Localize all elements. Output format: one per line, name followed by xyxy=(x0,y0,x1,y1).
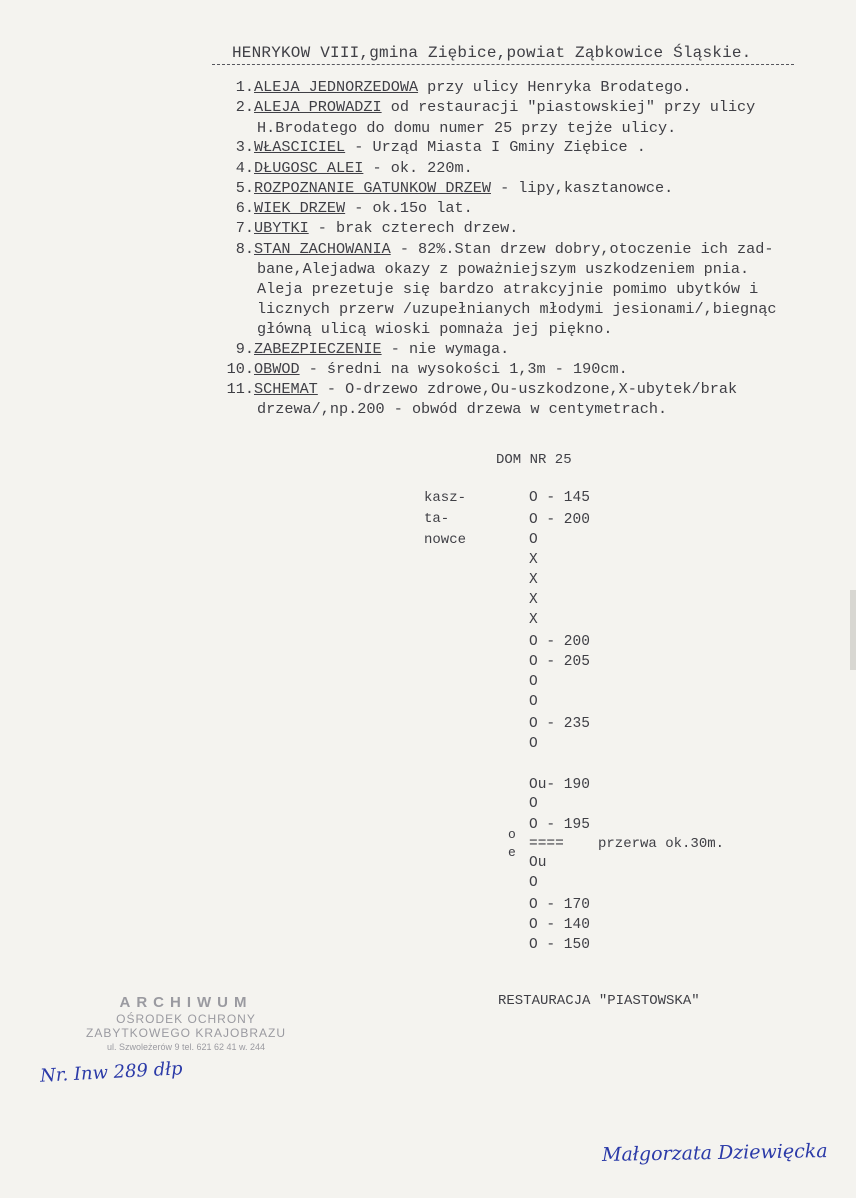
tree-row: O - 200 xyxy=(529,634,590,650)
tree-row: X xyxy=(529,572,538,588)
species-label-line-2: ta- xyxy=(424,511,450,527)
archive-stamp xyxy=(76,994,296,1052)
tree-row: O xyxy=(529,674,538,690)
item-2: 2.ALEJA PROWADZI od restauracji "piastowskiej" przy ulicy xyxy=(235,98,756,116)
item-8-continuation-1: bane,Alejadwa okazy z poważniejszym uszkodzeniem pnia. xyxy=(257,260,750,278)
item-8-continuation-4: główną ulicą wioski pomnaża jej piękno. xyxy=(257,320,613,338)
tree-row: Ou- 190 xyxy=(529,777,590,793)
tree-row: X xyxy=(529,592,538,608)
item-9: 9.ZABEZPIECZENIE - nie wymaga. xyxy=(235,340,510,358)
item-11: 11.SCHEMAT - O-drzewo zdrowe,Ou-uszkodzone,X-ubytek/brak xyxy=(226,380,738,398)
tree-row: O xyxy=(529,694,538,710)
schema-bottom-label: RESTAURACJA "PIASTOWSKA" xyxy=(498,993,700,1009)
tree-row: O - 200 xyxy=(529,512,590,528)
stamp-line-2: OŚRODEK OCHRONY xyxy=(116,1012,256,1026)
item-1: 1.ALEJA JEDNORZEDOWA przy ulicy Henryka Brodatego. xyxy=(235,78,692,96)
gap-separator: ==== xyxy=(529,836,564,852)
stamp-line-1: ARCHIWUM xyxy=(119,994,253,1011)
item-8: 8.STAN ZACHOWANIA - 82%.Stan drzew dobry,otoczenie ich zad- xyxy=(235,240,774,258)
tree-row: X xyxy=(529,552,538,568)
tree-row: O xyxy=(529,532,538,548)
tree-row: O - 235 xyxy=(529,716,590,732)
gap-mark: e xyxy=(508,845,516,860)
page-edge-shadow xyxy=(850,590,856,670)
tree-row: O xyxy=(529,875,538,891)
item-6: 6.WIEK DRZEW - ok.15o lat. xyxy=(235,199,473,217)
tree-row: O - 140 xyxy=(529,917,590,933)
tree-row: O - 195 xyxy=(529,817,590,833)
gap-mark: o xyxy=(508,827,516,842)
tree-row: O xyxy=(529,796,538,812)
item-8-continuation-3: licznych przerw /uzupełnianych młodymi jesionami/,biegnąc xyxy=(257,300,777,318)
tree-row: Ou xyxy=(529,855,547,871)
item-4: 4.DŁUGOSC ALEI - ok. 220m. xyxy=(235,159,473,177)
item-5: 5.ROZPOZNANIE GATUNKOW DRZEW - lipy,kasztanowce. xyxy=(235,179,674,197)
heading-underline xyxy=(212,64,794,65)
species-label-line-1: kasz- xyxy=(424,490,467,506)
schema-top-label: DOM NR 25 xyxy=(496,452,572,468)
item-10: 10.OBWOD - średni na wysokości 1,3m - 190cm. xyxy=(226,360,628,378)
item-8-continuation-2: Aleja prezetuje się bardzo atrakcyjnie pomimo ubytków i xyxy=(257,280,759,298)
tree-row: X xyxy=(529,612,538,628)
signature: Małgorzata Dziewięcka xyxy=(601,1140,828,1166)
item-3: 3.WŁASCICIEL - Urząd Miasta I Gminy Ziębice . xyxy=(235,138,646,156)
gap-label: przerwa ok.30m. xyxy=(598,836,725,852)
inventory-note: Nr. Inw 289 dłp xyxy=(39,1058,184,1087)
tree-row: O - 150 xyxy=(529,937,590,953)
tree-row: O xyxy=(529,736,538,752)
stamp-line-4: ul. Szwoleżerów 9 tel. 621 62 41 w. 244 xyxy=(106,1042,266,1052)
document-heading: HENRYKOW VIII,gmina Ziębice,powiat Ząbkowice Śląskie. xyxy=(232,44,752,62)
tree-row: O - 145 xyxy=(529,490,590,506)
item-7: 7.UBYTKI - brak czterech drzew. xyxy=(235,219,519,237)
item-11-continuation: drzewa/,np.200 - obwód drzewa w centymetrach. xyxy=(257,400,668,418)
tree-row: O - 170 xyxy=(529,897,590,913)
item-2-continuation: H.Brodatego do domu numer 25 przy tejże ulicy. xyxy=(257,119,677,137)
tree-row: O - 205 xyxy=(529,654,590,670)
species-label-line-3: nowce xyxy=(424,532,467,548)
stamp-line-3: ZABYTKOWEGO KRAJOBRAZU xyxy=(85,1026,287,1040)
